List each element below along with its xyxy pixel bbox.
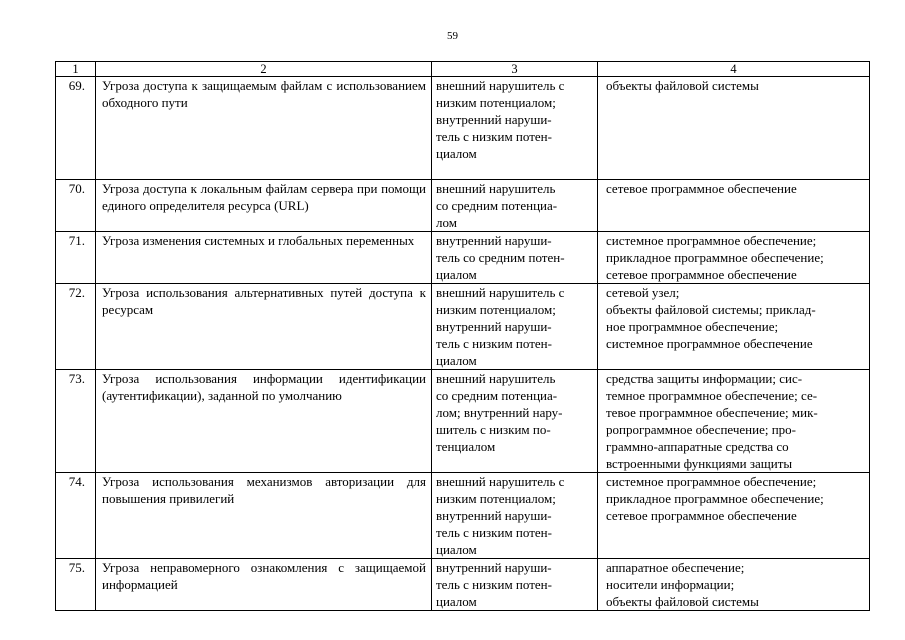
objects-cell bbox=[598, 180, 870, 232]
object-line: встроенными функциями защиты bbox=[606, 456, 793, 471]
intruder-line: внешний нарушитель с bbox=[436, 474, 565, 489]
intruder-line: внутренний наруши- bbox=[436, 112, 552, 127]
table-row bbox=[56, 370, 870, 473]
intruder-cell bbox=[432, 77, 598, 180]
intruder-line: тель с низким потен- bbox=[436, 577, 552, 592]
threat-number: 69. bbox=[56, 77, 96, 180]
intruder-line: тель с низким потен- bbox=[436, 525, 552, 540]
threat-name: Угроза использования альтернативных путей доступа к ресурсам bbox=[96, 284, 432, 370]
intruder-line: внутренний наруши- bbox=[436, 233, 552, 248]
intruder-line: лом bbox=[436, 215, 457, 230]
column-header: 2 bbox=[96, 62, 432, 77]
intruder-line: циалом bbox=[436, 594, 477, 609]
table-row bbox=[56, 232, 870, 284]
table-row bbox=[56, 559, 870, 611]
table-row bbox=[56, 284, 870, 370]
objects-cell bbox=[598, 559, 870, 611]
intruder-line: циалом bbox=[436, 353, 477, 368]
objects-cell bbox=[598, 77, 870, 180]
intruder-line: со средним потенциа- bbox=[436, 388, 558, 403]
column-header: 3 bbox=[432, 62, 598, 77]
threat-name: Угроза доступа к защищаемым файлам с использованием обходного пути bbox=[96, 77, 432, 180]
intruder-line: тель с низким потен- bbox=[436, 336, 552, 351]
intruder-cell bbox=[432, 473, 598, 559]
intruder-line: циалом bbox=[436, 146, 477, 161]
intruder-line: внутренний наруши- bbox=[436, 319, 552, 334]
threat-name: Угроза изменения системных и глобальных переменных bbox=[96, 232, 432, 284]
objects-cell bbox=[598, 232, 870, 284]
threat-table bbox=[55, 61, 870, 611]
table-row bbox=[56, 77, 870, 180]
object-line: сетевой узел; bbox=[606, 285, 680, 300]
object-line: прикладное программное обеспечение; bbox=[606, 491, 824, 506]
object-line: системное программное обеспечение bbox=[606, 336, 813, 351]
object-line: системное программное обеспечение; bbox=[606, 474, 817, 489]
intruder-cell bbox=[432, 559, 598, 611]
intruder-cell bbox=[432, 370, 598, 473]
intruder-line: циалом bbox=[436, 542, 477, 557]
threat-number: 71. bbox=[56, 232, 96, 284]
object-line: сетевое программное обеспечение bbox=[606, 267, 797, 282]
intruder-line: циалом bbox=[436, 267, 477, 282]
intruder-line: внешний нарушитель с bbox=[436, 285, 565, 300]
object-line: тевое программное обеспечение; мик- bbox=[606, 405, 818, 420]
intruder-line: низким потенциалом; bbox=[436, 95, 556, 110]
intruder-cell bbox=[432, 180, 598, 232]
object-line: прикладное программное обеспечение; bbox=[606, 250, 824, 265]
intruder-line: тель с низким потен- bbox=[436, 129, 552, 144]
threat-number: 70. bbox=[56, 180, 96, 232]
intruder-cell bbox=[432, 232, 598, 284]
object-line: граммно-аппаратные средства со bbox=[606, 439, 789, 454]
intruder-line: лом; внутренний нару- bbox=[436, 405, 563, 420]
threat-name: Угроза неправомерного ознакомления с защищаемой информацией bbox=[96, 559, 432, 611]
intruder-line: внешний нарушитель bbox=[436, 181, 556, 196]
threat-number: 75. bbox=[56, 559, 96, 611]
intruder-line: низким потенциалом; bbox=[436, 491, 556, 506]
page-number: 59 bbox=[447, 30, 458, 42]
table-row bbox=[56, 473, 870, 559]
table-row bbox=[56, 180, 870, 232]
object-line: темное программное обеспечение; се- bbox=[606, 388, 818, 403]
intruder-line: внешний нарушитель с bbox=[436, 78, 565, 93]
column-header: 1 bbox=[56, 62, 96, 77]
objects-cell bbox=[598, 284, 870, 370]
intruder-line: со средним потенциа- bbox=[436, 198, 558, 213]
intruder-line: внутренний наруши- bbox=[436, 560, 552, 575]
column-header: 4 bbox=[598, 62, 870, 77]
threat-number: 74. bbox=[56, 473, 96, 559]
object-line: ропрограммное обеспечение; про- bbox=[606, 422, 796, 437]
intruder-line: тель со средним потен- bbox=[436, 250, 565, 265]
object-line: объекты файловой системы; приклад- bbox=[606, 302, 816, 317]
objects-cell bbox=[598, 370, 870, 473]
object-line: объекты файловой системы bbox=[606, 594, 759, 609]
intruder-cell bbox=[432, 284, 598, 370]
intruder-line: шитель с низким по- bbox=[436, 422, 551, 437]
table-header-row bbox=[56, 62, 870, 77]
intruder-line: внутренний наруши- bbox=[436, 508, 552, 523]
threat-name: Угроза доступа к локальным файлам сервера при помощи единого определителя ресурса (URL) bbox=[96, 180, 432, 232]
object-line: аппаратное обеспечение; bbox=[606, 560, 745, 575]
intruder-line: низким потенциалом; bbox=[436, 302, 556, 317]
object-line: средства защиты информации; сис- bbox=[606, 371, 803, 386]
object-line: объекты файловой системы bbox=[606, 78, 759, 93]
threat-number: 73. bbox=[56, 370, 96, 473]
object-line: системное программное обеспечение; bbox=[606, 233, 817, 248]
threat-name: Угроза использования механизмов авторизации для повышения привилегий bbox=[96, 473, 432, 559]
threat-name: Угроза использования информации идентификации (аутентификации), заданной по умолчанию bbox=[96, 370, 432, 473]
objects-cell bbox=[598, 473, 870, 559]
object-line: сетевое программное обеспечение bbox=[606, 508, 797, 523]
intruder-line: тенциалом bbox=[436, 439, 496, 454]
object-line: сетевое программное обеспечение bbox=[606, 181, 797, 196]
intruder-line: внешний нарушитель bbox=[436, 371, 556, 386]
object-line: ное программное обеспечение; bbox=[606, 319, 779, 334]
object-line: носители информации; bbox=[606, 577, 735, 592]
threat-number: 72. bbox=[56, 284, 96, 370]
